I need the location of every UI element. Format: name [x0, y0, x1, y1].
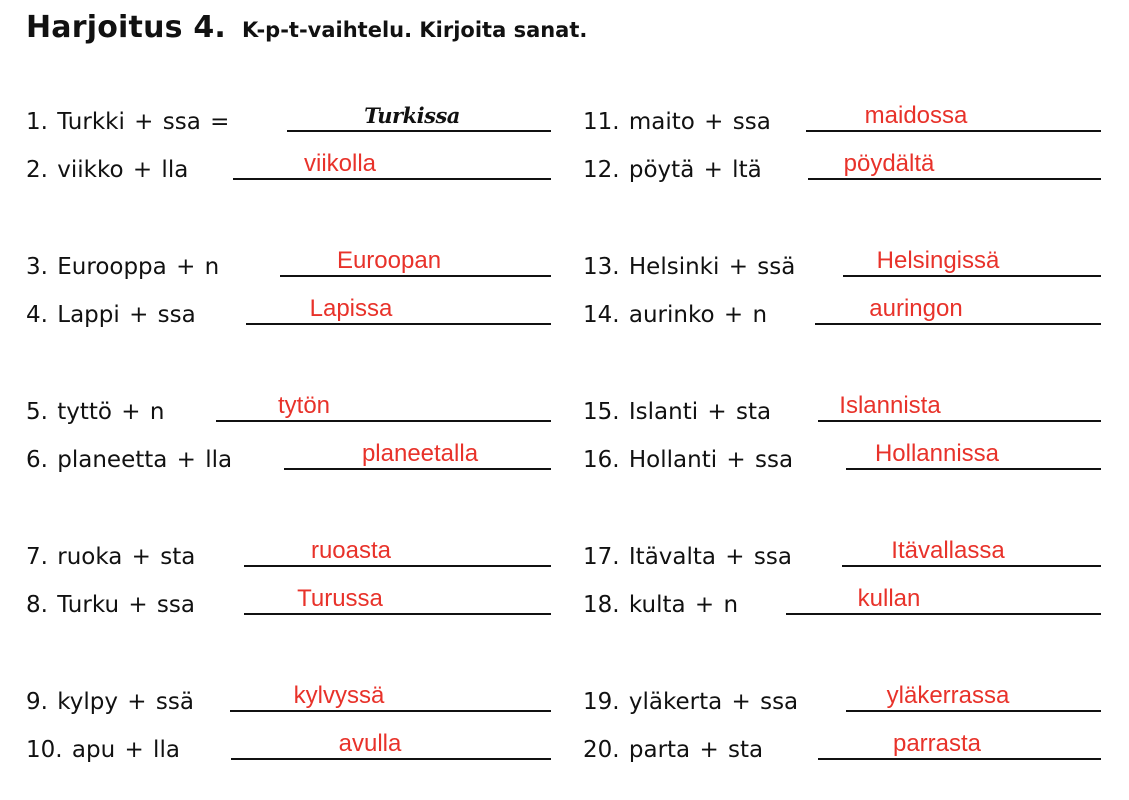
answer-line: [233, 178, 551, 180]
exercise-item: [583, 583, 1101, 623]
answer-text: Itävallassa: [891, 537, 1005, 564]
answer-line: [246, 323, 551, 325]
exercise-prompt: 19. yläkerta + ssa: [583, 689, 799, 715]
exercise-item: [583, 535, 1101, 575]
answer-text: Turkissa: [364, 103, 460, 128]
exercise-item: [583, 245, 1101, 285]
answer-text: planeetalla: [361, 440, 479, 467]
exercise-prompt: 11. maito + ssa: [583, 109, 771, 135]
exercise-item: [26, 728, 551, 768]
exercise-item: [26, 680, 551, 720]
exercise-item: [583, 293, 1101, 333]
exercise-prompt: 14. aurinko + n: [583, 302, 768, 328]
exercise-item: [26, 100, 551, 140]
answer-text: Islannista: [839, 392, 941, 419]
exercise-prompt: 8. Turku + ssa: [26, 592, 195, 618]
answer-line: [280, 275, 551, 277]
answer-line: [843, 275, 1101, 277]
exercise-prompt: 2. viikko + lla: [26, 157, 189, 183]
answer-text: Helsingissä: [876, 247, 1000, 274]
answer-line: [786, 613, 1101, 615]
answer-text: tytön: [277, 392, 331, 419]
answer-text: parrasta: [892, 730, 982, 757]
exercise-item: [26, 535, 551, 575]
answer-text: viikolla: [303, 150, 377, 177]
exercise-prompt: 10. apu + lla: [26, 737, 180, 763]
exercise-item: [583, 728, 1101, 768]
exercise-prompt: 5. tyttö + n: [26, 399, 165, 425]
exercise-item: [583, 438, 1101, 478]
exercise-item: [26, 148, 551, 188]
answer-text: yläkerrassa: [886, 682, 1010, 709]
answer-line: [216, 420, 551, 422]
exercise-item: [26, 293, 551, 333]
exercise-item: [26, 583, 551, 623]
exercise-instructions: K-p-t-vaihtelu. Kirjoita sanat.: [242, 18, 588, 42]
exercise-item: [26, 438, 551, 478]
answer-text: Euroopan: [336, 247, 442, 274]
exercise-item: [26, 390, 551, 430]
answer-text: ruoasta: [310, 537, 392, 564]
answer-text: Hollannissa: [874, 440, 1000, 467]
exercise-prompt: 15. Islanti + sta: [583, 399, 772, 425]
answer-text: pöydältä: [843, 150, 935, 177]
exercise-prompt: 6. planeetta + lla: [26, 447, 233, 473]
exercise-prompt: 9. kylpy + ssä: [26, 689, 194, 715]
exercise-item: [583, 100, 1101, 140]
exercise-item: [26, 245, 551, 285]
answer-line: [846, 710, 1101, 712]
exercise-item: [583, 390, 1101, 430]
exercise-prompt: 12. pöytä + ltä: [583, 157, 762, 183]
exercise-prompt: 17. Itävalta + ssa: [583, 544, 792, 570]
answer-line: [284, 468, 551, 470]
answer-line: [231, 758, 551, 760]
answer-line: [230, 710, 551, 712]
exercise-heading: Harjoitus 4.: [26, 10, 226, 45]
exercise-prompt: 7. ruoka + sta: [26, 544, 196, 570]
exercise-prompt: 18. kulta + n: [583, 592, 739, 618]
answer-text: Turussa: [297, 585, 383, 612]
answer-line: [244, 613, 551, 615]
exercise-prompt: 3. Eurooppa + n: [26, 254, 220, 280]
answer-line: [842, 565, 1101, 567]
exercise-item: [583, 680, 1101, 720]
exercise-prompt: 4. Lappi + ssa: [26, 302, 196, 328]
answer-line: [287, 130, 551, 132]
answer-text: auringon: [869, 295, 963, 322]
answer-line: [846, 468, 1101, 470]
answer-line: [806, 130, 1101, 132]
answer-text: kullan: [857, 585, 921, 612]
answer-line: [808, 178, 1101, 180]
answer-line: [818, 420, 1101, 422]
answer-text: kylvyssä: [293, 682, 385, 709]
exercise-prompt: 20. parta + sta: [583, 737, 764, 763]
answer-text: maidossa: [864, 102, 968, 129]
answer-line: [818, 758, 1101, 760]
answer-line: [815, 323, 1101, 325]
exercise-prompt: 16. Hollanti + ssa: [583, 447, 794, 473]
answer-text: Lapissa: [309, 295, 393, 322]
exercise-title: [26, 10, 587, 45]
exercise-item: [583, 148, 1101, 188]
exercise-prompt: 13. Helsinki + ssä: [583, 254, 796, 280]
exercise-prompt: 1. Turkki + ssa =: [26, 109, 230, 135]
answer-text: avulla: [338, 730, 402, 757]
answer-line: [244, 565, 551, 567]
